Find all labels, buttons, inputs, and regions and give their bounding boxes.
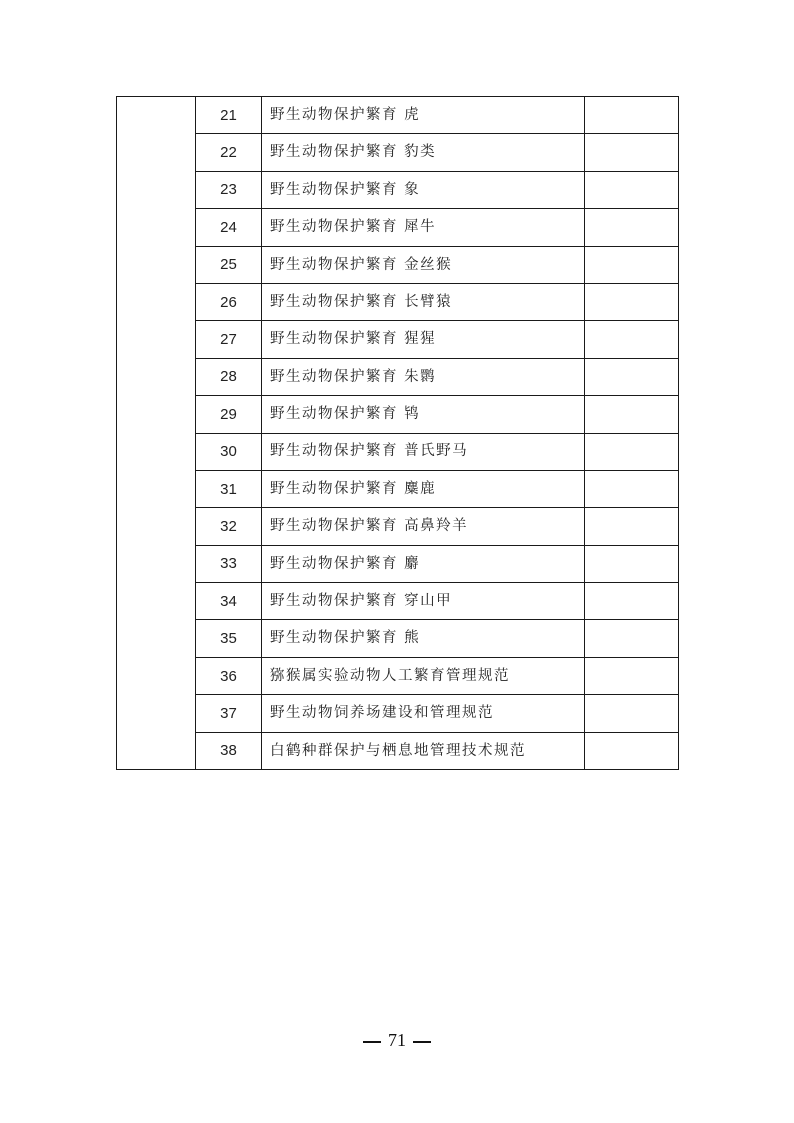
row-number: 35	[196, 620, 262, 657]
row-number: 27	[196, 321, 262, 358]
row-number: 30	[196, 433, 262, 470]
table-row	[117, 545, 679, 582]
standard-name: 野生动物保护繁育 虎	[262, 97, 585, 134]
table-row	[117, 321, 679, 358]
table-row	[117, 433, 679, 470]
table-row	[117, 97, 679, 134]
standard-name: 野生动物饲养场建设和管理规范	[262, 695, 585, 732]
remark-cell	[585, 695, 679, 732]
remark-cell	[585, 134, 679, 171]
table-row	[117, 732, 679, 769]
remark-cell	[585, 620, 679, 657]
standard-name: 白鹤种群保护与栖息地管理技术规范	[262, 732, 585, 769]
footer-dash-right	[413, 1041, 431, 1043]
row-number: 37	[196, 695, 262, 732]
standard-name: 野生动物保护繁育 金丝猴	[262, 246, 585, 283]
standard-name: 野生动物保护繁育 高鼻羚羊	[262, 508, 585, 545]
remark-cell	[585, 246, 679, 283]
standard-name: 野生动物保护繁育 豹类	[262, 134, 585, 171]
remark-cell	[585, 171, 679, 208]
remark-cell	[585, 732, 679, 769]
standard-name: 野生动物保护繁育 麝	[262, 545, 585, 582]
table-row	[117, 246, 679, 283]
standard-name: 野生动物保护繁育 猩猩	[262, 321, 585, 358]
remark-cell	[585, 283, 679, 320]
table-body	[117, 97, 679, 770]
table-row	[117, 396, 679, 433]
remark-cell	[585, 470, 679, 507]
page-footer	[0, 1030, 794, 1051]
row-number: 33	[196, 545, 262, 582]
row-number: 32	[196, 508, 262, 545]
standard-name: 野生动物保护繁育 长臂猿	[262, 283, 585, 320]
remark-cell	[585, 321, 679, 358]
row-number: 26	[196, 283, 262, 320]
row-number: 28	[196, 358, 262, 395]
table-row	[117, 695, 679, 732]
row-number: 22	[196, 134, 262, 171]
row-number: 34	[196, 583, 262, 620]
remark-cell	[585, 545, 679, 582]
standard-name: 野生动物保护繁育 穿山甲	[262, 583, 585, 620]
table-row	[117, 583, 679, 620]
remark-cell	[585, 97, 679, 134]
standard-name: 野生动物保护繁育 麋鹿	[262, 470, 585, 507]
row-number: 36	[196, 657, 262, 694]
remark-cell	[585, 508, 679, 545]
remark-cell	[585, 657, 679, 694]
page-number: 71	[388, 1030, 406, 1050]
table-row	[117, 358, 679, 395]
table-row	[117, 657, 679, 694]
table-row	[117, 620, 679, 657]
remark-cell	[585, 583, 679, 620]
table-row	[117, 508, 679, 545]
remark-cell	[585, 358, 679, 395]
remark-cell	[585, 396, 679, 433]
table-row	[117, 283, 679, 320]
standard-name: 野生动物保护繁育 犀牛	[262, 209, 585, 246]
standard-name: 猕猴属实验动物人工繁育管理规范	[262, 657, 585, 694]
standard-name: 野生动物保护繁育 象	[262, 171, 585, 208]
table-row	[117, 470, 679, 507]
remark-cell	[585, 433, 679, 470]
row-number: 31	[196, 470, 262, 507]
table-row	[117, 134, 679, 171]
standards-table	[116, 96, 679, 770]
row-number: 23	[196, 171, 262, 208]
table-row	[117, 171, 679, 208]
standard-name: 野生动物保护繁育 鸨	[262, 396, 585, 433]
standard-name: 野生动物保护繁育 普氏野马	[262, 433, 585, 470]
category-cell	[117, 97, 196, 770]
row-number: 21	[196, 97, 262, 134]
footer-dash-left	[363, 1041, 381, 1043]
standard-name: 野生动物保护繁育 熊	[262, 620, 585, 657]
remark-cell	[585, 209, 679, 246]
row-number: 38	[196, 732, 262, 769]
row-number: 24	[196, 209, 262, 246]
row-number: 25	[196, 246, 262, 283]
table-row	[117, 209, 679, 246]
standard-name: 野生动物保护繁育 朱鹮	[262, 358, 585, 395]
row-number: 29	[196, 396, 262, 433]
